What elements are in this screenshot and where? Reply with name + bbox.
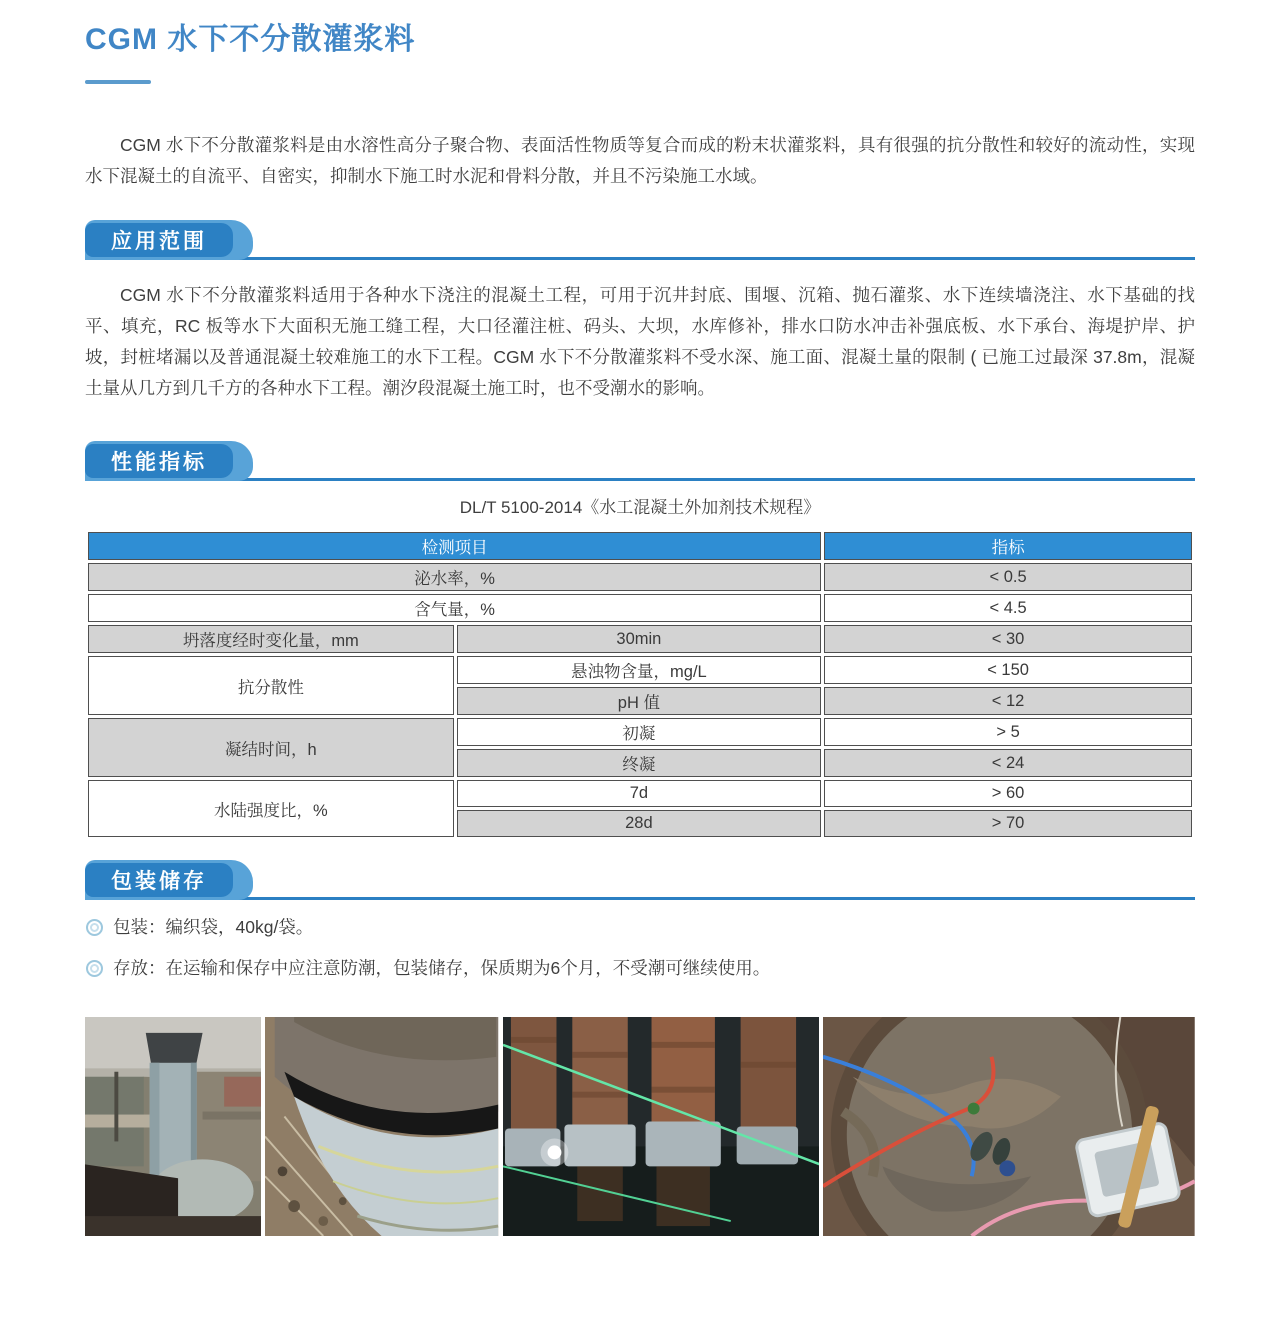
- table-cell-value: < 150: [824, 656, 1192, 684]
- night-piers-laser-photo: [503, 1017, 820, 1236]
- section-badge: [85, 220, 253, 260]
- table-header-row: [88, 532, 1192, 560]
- table-header-value: 指标: [824, 532, 1192, 560]
- table-row: [88, 563, 1192, 591]
- table-cell-sub: 初凝: [457, 718, 822, 746]
- table-cell-value: > 60: [824, 780, 1192, 807]
- table-cell-value: > 70: [824, 810, 1192, 837]
- table-cell-sub: pH 值: [457, 687, 822, 715]
- table-cell-sub: 28d: [457, 810, 822, 837]
- bullet-text: 存放：在运输和保存中应注意防潮，包装储存，保质期为6个月，不受潮可继续使用。: [113, 958, 771, 978]
- pile-collar-closeup-photo: [265, 1017, 498, 1236]
- table-header-item: 检测项目: [88, 532, 821, 560]
- datasheet-page: [85, 0, 1195, 1236]
- section-badge: [85, 441, 253, 481]
- table-cell-item: 水陆强度比，%: [88, 780, 454, 837]
- table-row: [88, 780, 1192, 807]
- table-row: [88, 625, 1192, 653]
- table-row: [88, 594, 1192, 622]
- section-header-packaging: [85, 860, 1195, 900]
- section-badge-label: 性能指标: [85, 444, 233, 478]
- intro-paragraph: CGM 水下不分散灌浆料是由水溶性高分子聚合物、表面活性物质等复合而成的粉末状灌浆料，具有很强的抗分散性和较好的流动性，实现水下混凝土的自流平、自密实，抑制水下施工时水泥和骨料分散，并且不污染施工水域。: [85, 135, 1195, 186]
- section-rule: [85, 897, 1195, 900]
- packaging-bullet: [85, 913, 1195, 941]
- section-header-application: [85, 220, 1195, 260]
- bullet-text: 包装：编织袋，40kg/袋。: [113, 917, 314, 937]
- table-row: [88, 718, 1192, 746]
- performance-table: [85, 529, 1195, 840]
- table-cell-value: > 5: [824, 718, 1192, 746]
- section-rule: [85, 478, 1195, 481]
- table-cell-value: < 12: [824, 687, 1192, 715]
- ring-bullet-icon: [86, 960, 103, 977]
- section-header-performance: [85, 441, 1195, 481]
- section-badge: [85, 860, 253, 900]
- ring-bullet-icon: [86, 919, 103, 936]
- section-badge-label: 包装储存: [85, 863, 233, 897]
- table-cell-value: < 0.5: [824, 563, 1192, 591]
- table-cell-sub: 终凝: [457, 749, 822, 777]
- pile-under-bridge-photo: [85, 1017, 261, 1236]
- table-cell-value: < 30: [824, 625, 1192, 653]
- photo-strip: [85, 1017, 1195, 1236]
- table-cell-value: < 24: [824, 749, 1192, 777]
- table-cell-sub: 悬浊物含量，mg/L: [457, 656, 822, 684]
- table-cell-item: 含气量，%: [88, 594, 821, 622]
- title-underline: [85, 80, 151, 84]
- table-cell-item: 抗分散性: [88, 656, 454, 715]
- table-cell-value: < 4.5: [824, 594, 1192, 622]
- mud-pit-overhead-photo: [823, 1017, 1195, 1236]
- section-rule: [85, 257, 1195, 260]
- application-paragraph: CGM 水下不分散灌浆料适用于各种水下浇注的混凝土工程，可用于沉井封底、围堰、沉箱、抛石灌浆、水下连续墙浇注、水下基础的找平、填充，RC 板等水下大面积无施工缝工程，大口径灌注桩、码头、大坝，水库修补，排水口防水冲击补强底板、水下承台、海堤护岸、护坡，封桩堵漏以及普通混凝土较难施工的水下工程。CGM 水下不分散灌浆料不受水深、施工面、混凝土量的限制 ( 已施工过最深 37.8m，混凝土量从几方到几千方的各种水下工程。潮汐段混凝土施工时，也不受潮水的影响。: [85, 285, 1195, 398]
- storage-bullet: [85, 954, 1195, 982]
- table-cell-sub: 7d: [457, 780, 822, 807]
- standard-reference: DL/T 5100-2014《水工混凝土外加剂技术规程》: [459, 498, 821, 517]
- table-cell-sub: 30min: [457, 625, 822, 653]
- table-cell-item: 坍落度经时变化量，mm: [88, 625, 454, 653]
- table-row: [88, 656, 1192, 684]
- section-badge-label: 应用范围: [85, 223, 233, 257]
- table-cell-item: 凝结时间，h: [88, 718, 454, 777]
- table-cell-item: 泌水率，%: [88, 563, 821, 591]
- page-title: CGM 水下不分散灌浆料: [85, 23, 416, 56]
